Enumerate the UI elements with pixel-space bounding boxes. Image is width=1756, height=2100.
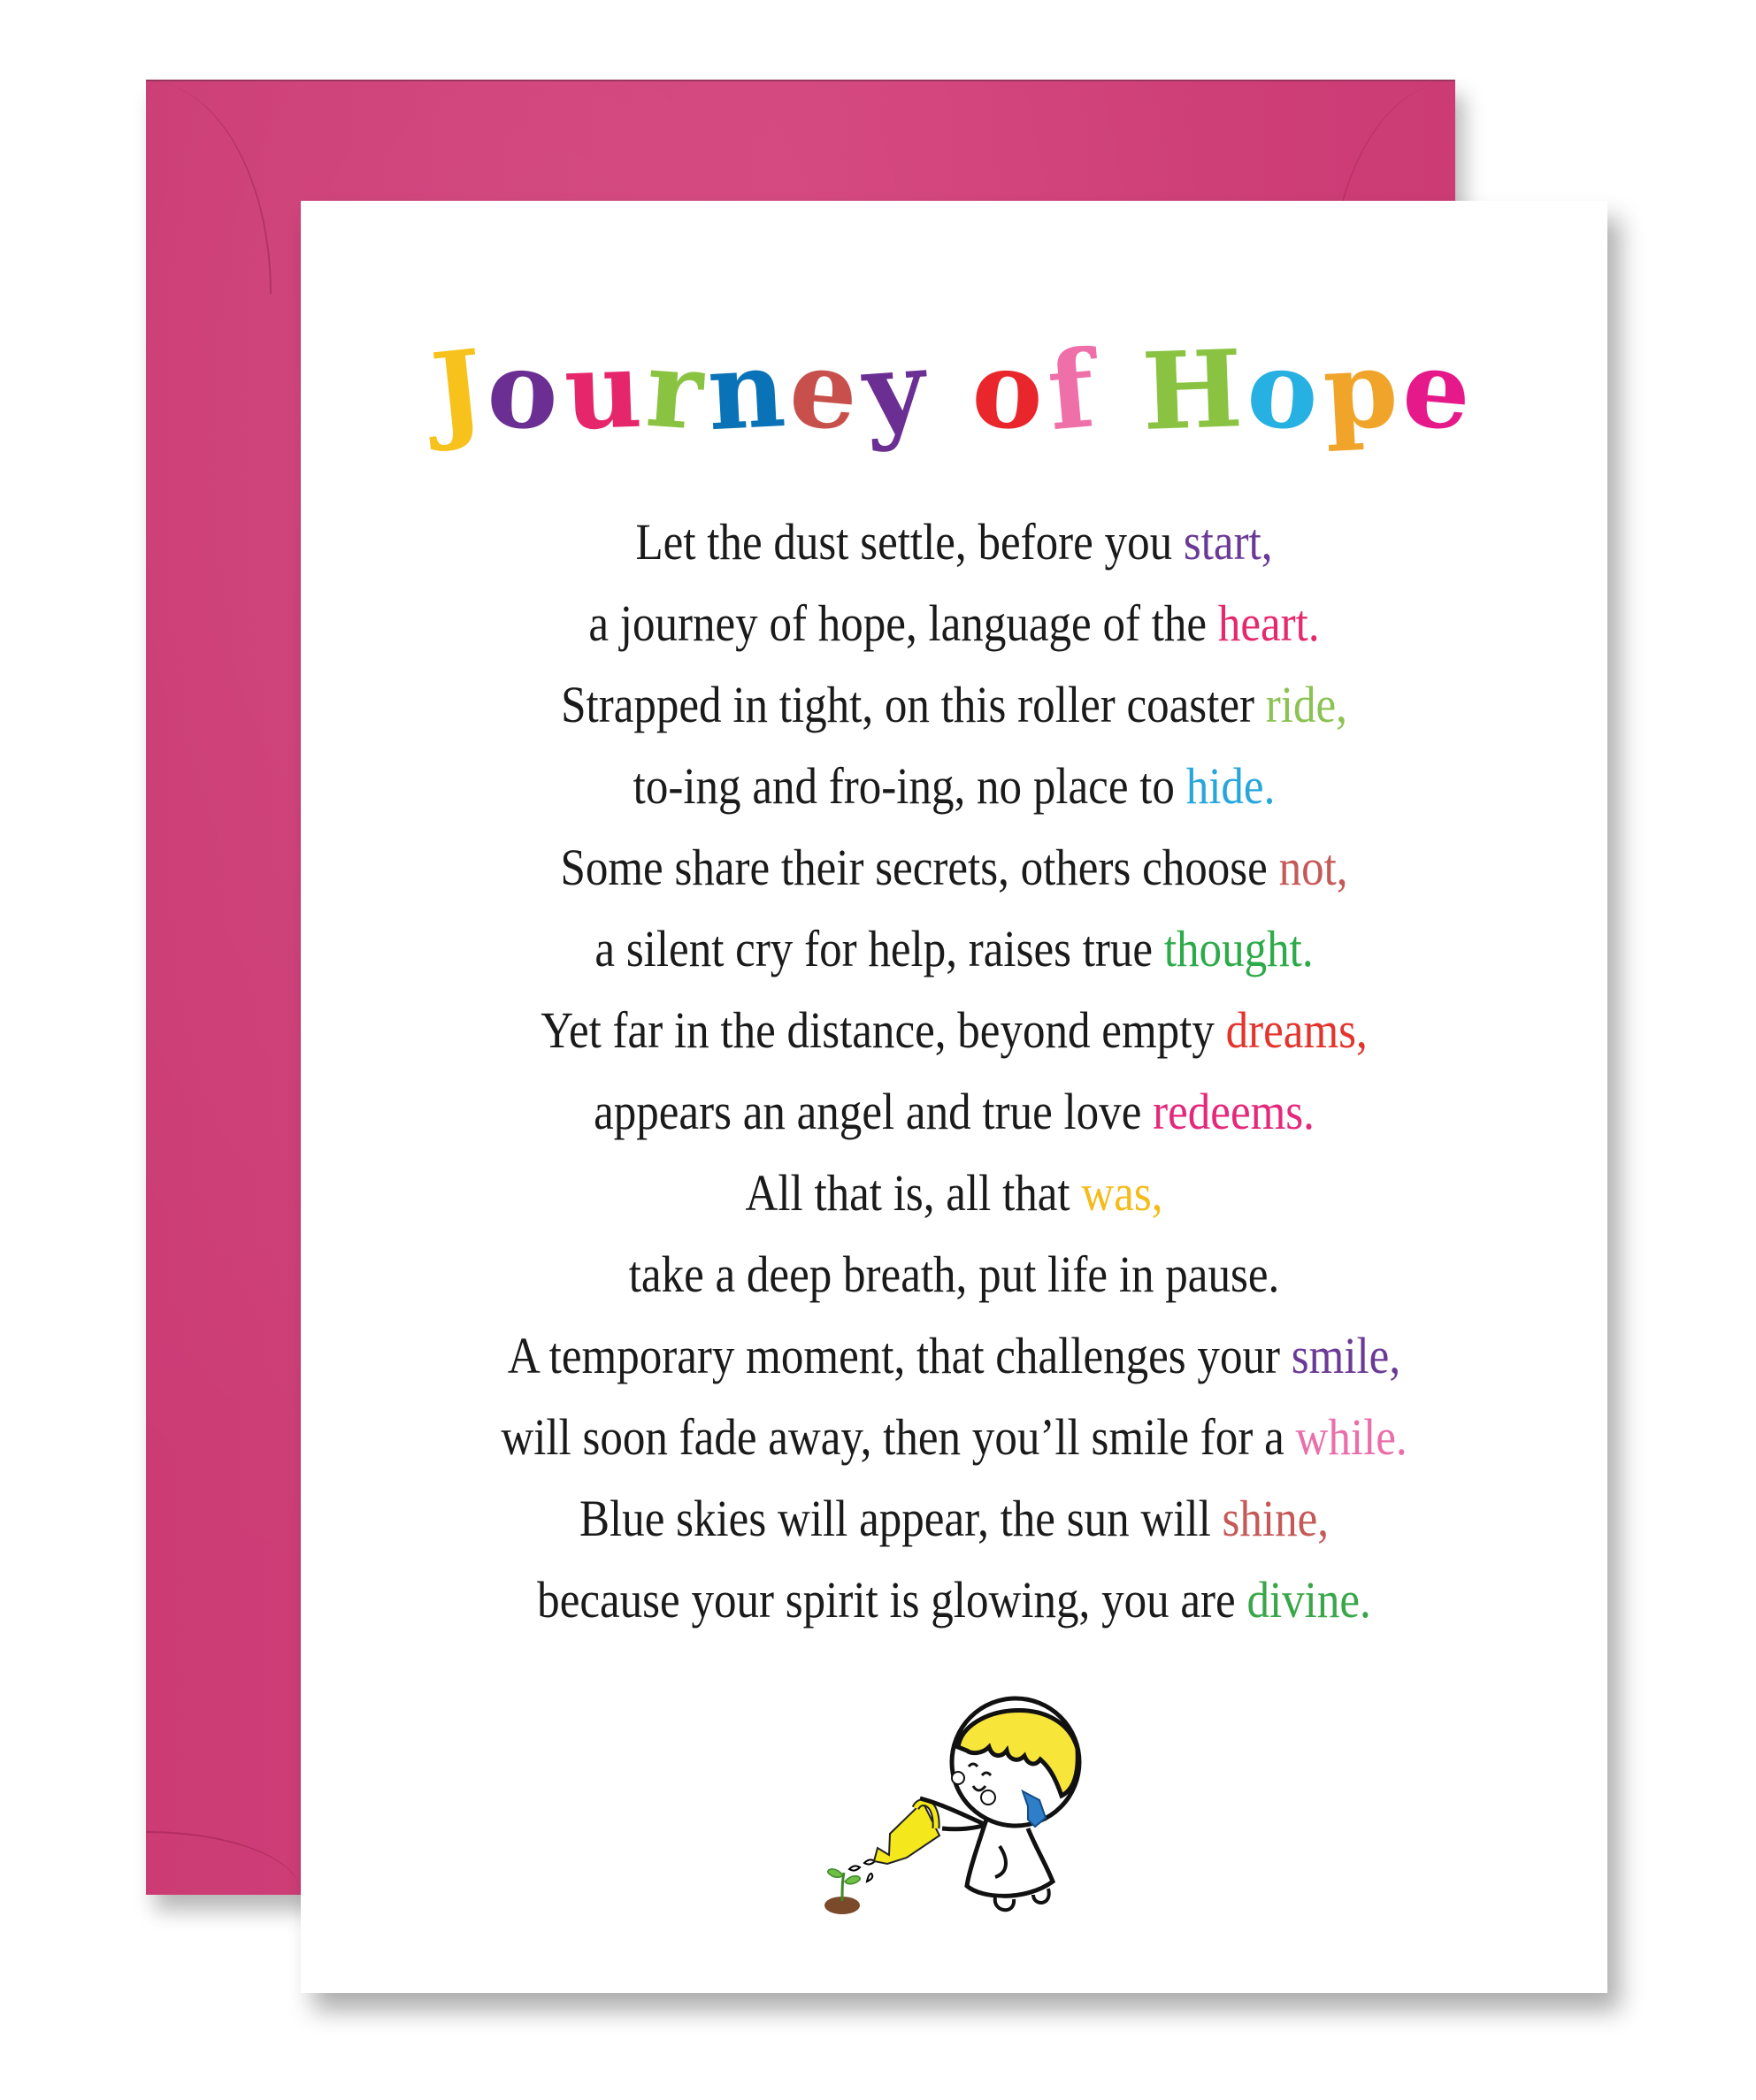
leaf-icon	[828, 1869, 843, 1877]
poem-line-text: Blue skies will appear, the sun will	[579, 1490, 1223, 1547]
poem-line	[380, 746, 1530, 827]
poem-line-text: will soon fade away, then you’ll smile for a	[501, 1408, 1296, 1466]
poem-accent-word: hide.	[1185, 757, 1276, 815]
poem-accent-word: dreams,	[1225, 1001, 1368, 1059]
poem-accent-word: shine,	[1222, 1490, 1330, 1547]
poem-line	[380, 1397, 1530, 1478]
poem-accent-word: start,	[1183, 513, 1273, 571]
title-letter: e	[785, 325, 869, 456]
poem-line-text: to-ing and fro-ing, no place to	[633, 757, 1186, 815]
title-letter: y	[858, 326, 935, 456]
poem-line	[380, 1071, 1530, 1153]
poem-line-text: a silent cry for help, raises true	[594, 920, 1164, 977]
poem-accent-word: not,	[1278, 839, 1348, 896]
card-title	[301, 325, 1607, 457]
poem-accent-word: ride,	[1265, 676, 1347, 733]
child-watering-plant-icon	[796, 1696, 1150, 1961]
poem-accent-word: redeems.	[1153, 1083, 1315, 1140]
poem-accent-word: was,	[1081, 1164, 1163, 1222]
title-letter: p	[1320, 326, 1407, 456]
poem-accent-word: thought.	[1163, 920, 1314, 977]
poem-line	[380, 1560, 1530, 1641]
title-letter: o	[969, 326, 1052, 456]
leaf-icon	[845, 1876, 860, 1884]
poem-accent-word: heart.	[1217, 594, 1320, 652]
title-letter: r	[641, 326, 712, 456]
envelope-flap-fold	[146, 1831, 301, 1895]
poem-line	[380, 990, 1530, 1071]
envelope-flap-fold	[146, 81, 272, 294]
poem-line-text: a journey of hope, language of the	[588, 594, 1218, 652]
poem-line-text: appears an angel and true love	[594, 1083, 1154, 1140]
poem	[301, 502, 1607, 1641]
poem-line-text: Some share their secrets, others choose	[560, 839, 1279, 896]
title-letter: u	[562, 326, 649, 455]
poem-line	[380, 502, 1530, 583]
poem-line-text: take a deep breath, put life in pause.	[628, 1245, 1280, 1303]
title-letter: f	[1043, 326, 1105, 456]
poem-line	[380, 1315, 1530, 1397]
poem-line	[380, 908, 1530, 990]
title-letter: o	[1243, 326, 1328, 456]
poem-line	[380, 1153, 1530, 1234]
title-letter: J	[426, 326, 495, 456]
poem-line-text: Yet far in the distance, beyond empty	[541, 1001, 1226, 1059]
poem-line	[380, 1234, 1530, 1315]
title-letter: n	[704, 326, 794, 456]
title-letter	[930, 325, 972, 457]
poem-line	[380, 1478, 1530, 1560]
poem-line	[380, 583, 1530, 664]
title-letter: H	[1139, 326, 1250, 456]
poem-accent-word: while.	[1295, 1408, 1407, 1466]
poem-accent-word: divine.	[1246, 1571, 1371, 1629]
poem-line	[380, 827, 1530, 908]
poem-line	[380, 664, 1530, 746]
poem-accent-word: smile,	[1291, 1327, 1401, 1384]
title-letter	[1100, 325, 1142, 457]
title-letter: e	[1397, 325, 1482, 456]
poem-line-text: All that is, all that	[745, 1164, 1082, 1222]
title-letter: o	[484, 326, 568, 456]
greeting-card	[301, 201, 1607, 1993]
poem-line-text: A temporary moment, that challenges your	[507, 1327, 1292, 1384]
poem-line-text: because your spirit is glowing, you are	[537, 1571, 1247, 1629]
poem-line-text: Let the dust settle, before you	[635, 513, 1184, 571]
poem-line-text: Strapped in tight, on this roller coaster	[561, 676, 1266, 733]
